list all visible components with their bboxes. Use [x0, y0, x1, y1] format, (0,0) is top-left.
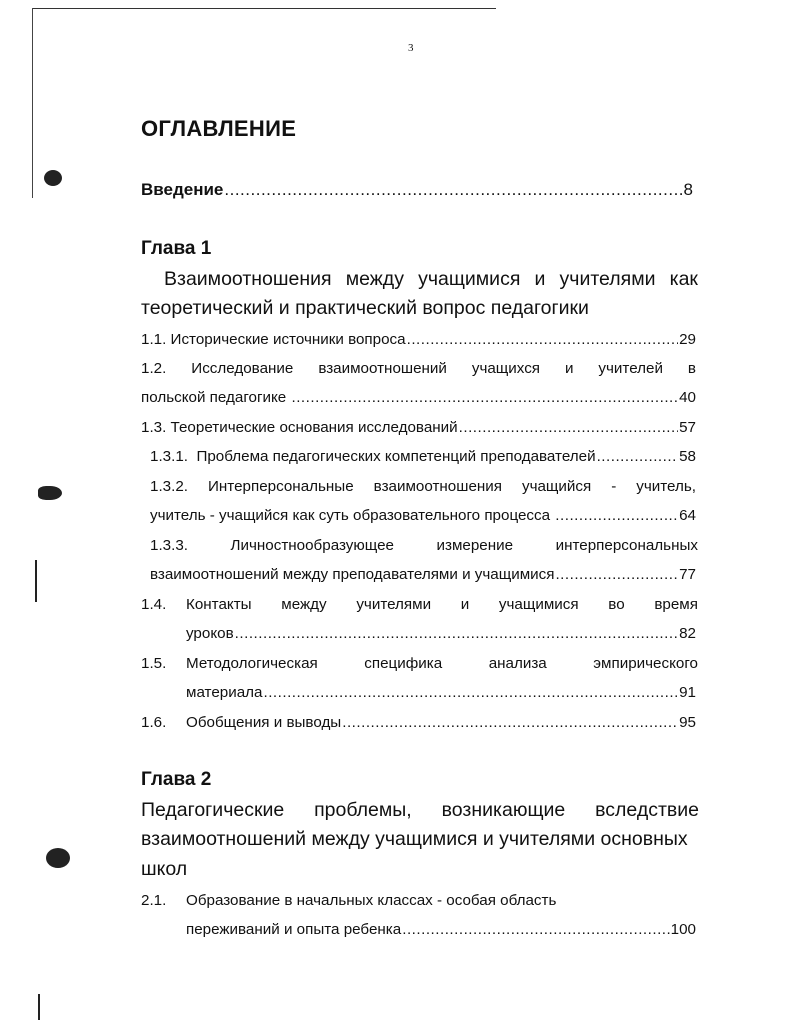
toc-entry-number: 1.6.: [141, 714, 167, 731]
toc-entry-1-4-line-1: [186, 596, 698, 613]
toc-entry-number: 1.5.: [141, 655, 167, 672]
word: взаимоотношений: [318, 360, 447, 377]
toc-entry-number: 2.1.: [141, 892, 167, 909]
punch-hole-mark: [44, 170, 62, 186]
toc-entry-label: 1.1. Исторические источники вопроса: [141, 331, 406, 348]
word: 1.3.3.: [150, 537, 188, 554]
title-word: учащимися: [418, 268, 521, 290]
toc-entry-1-4-line-2: [186, 625, 696, 642]
toc-entry-2-1-line-2: [186, 921, 696, 938]
toc-entry-1-1: [141, 331, 696, 348]
toc-entry-label: Введение: [141, 180, 224, 199]
word: учителей: [598, 360, 663, 377]
word: взаимоотношения: [373, 478, 502, 495]
toc-entry-page: 8: [683, 180, 693, 199]
title-word: вследствие: [595, 799, 699, 821]
word: учащимися: [498, 596, 579, 613]
chapter-2-title-line-3: школ: [141, 858, 188, 880]
toc-entry-1-2-line-2: [141, 389, 696, 406]
toc-entry-page: 82: [679, 625, 696, 642]
word: эмпирического: [593, 655, 698, 672]
punch-hole-mark: [46, 848, 70, 868]
toc-entry-page: 58: [679, 448, 696, 465]
toc-entry-1-3: [141, 419, 696, 436]
title-word: и: [534, 268, 546, 290]
title-word: между: [345, 268, 404, 290]
chapter-2-title-line-1: [141, 799, 699, 822]
word: во: [608, 596, 625, 613]
toc-entry-page: 91: [679, 684, 696, 701]
title-word: учителями: [559, 268, 656, 290]
toc-entry-1-2-line-1: [141, 360, 696, 377]
word: Интерперсональные: [208, 478, 354, 495]
chapter-2-title-line-2: взаимоотношений между учащимися и учителями основных: [141, 828, 688, 850]
chapter-2-heading: Глава 2: [141, 769, 212, 790]
toc-entry-intro: [141, 180, 693, 200]
scan-line-mark: [38, 994, 40, 1020]
chapter-1-title-line-2: теоретический и практический вопрос педагогики: [141, 297, 589, 319]
word: специфика: [364, 655, 443, 672]
word: Методологическая: [186, 655, 318, 672]
toc-entry-label: польской педагогике: [141, 389, 291, 406]
toc-entry-label: материала: [186, 684, 263, 701]
toc-entry-page: 40: [679, 389, 696, 406]
word: Исследование: [191, 360, 294, 377]
toc-entry-label: 1.3. Теоретические основания исследований: [141, 419, 458, 436]
toc-entry-1-5-line-1: [186, 655, 698, 672]
leader-dots: [459, 419, 678, 436]
toc-entry-label: взаимоотношений между преподавателями и учащимися: [150, 566, 555, 583]
toc-entry-1-5-line-2: [186, 684, 696, 701]
word: учащийся: [521, 478, 592, 495]
word: и: [564, 360, 574, 377]
toc-entry-1-3-2-line-1: [150, 478, 696, 495]
toc-entry-page: 100: [670, 921, 696, 938]
word: измерение: [436, 537, 514, 554]
leader-dots: [235, 625, 678, 642]
leader-dots: [263, 684, 678, 701]
title-word: как: [669, 268, 698, 290]
toc-entry-label: 1.3.1. Проблема педагогических компетенций преподавателей: [150, 448, 596, 465]
title-word: проблемы,: [314, 799, 412, 821]
leader-dots: [597, 448, 679, 465]
chapter-1-title-line-1: [164, 268, 698, 291]
scan-line-mark: [35, 560, 37, 602]
leader-dots: [291, 389, 678, 406]
scan-border-left: [32, 8, 33, 198]
leader-dots: [342, 714, 678, 731]
leader-dots: [224, 180, 682, 200]
toc-entry-number: 1.4.: [141, 596, 167, 613]
word: учитель,: [636, 478, 696, 495]
toc-entry-1-3-2-line-2: [150, 507, 696, 524]
word: -: [611, 478, 617, 495]
chapter-1-heading: Глава 1: [141, 238, 212, 259]
toc-entry-page: 57: [679, 419, 696, 436]
toc-entry-1-3-3-line-2: [150, 566, 696, 583]
word: Контакты: [186, 596, 252, 613]
toc-entry-page: 64: [679, 507, 696, 524]
toc-entry-label: учитель - учащийся как суть образовательного процесса: [150, 507, 555, 524]
leader-dots: [555, 507, 678, 524]
word: анализа: [488, 655, 547, 672]
word: в: [687, 360, 696, 377]
toc-entry-2-1-line-1: Образование в начальных классах - особая область: [186, 892, 557, 909]
word: учителями: [356, 596, 432, 613]
toc-entry-page: 29: [679, 331, 696, 348]
leader-dots: [402, 921, 669, 938]
word: 1.3.2.: [150, 478, 188, 495]
toc-entry-label: переживаний и опыта ребенка: [186, 921, 402, 938]
word: между: [281, 596, 327, 613]
word: интерперсональных: [555, 537, 698, 554]
toc-heading: ОГЛАВЛЕНИЕ: [141, 116, 297, 141]
toc-entry-label: Обобщения и выводы: [186, 714, 342, 731]
toc-entry-1-6: [186, 714, 696, 731]
word: Личностнообразующее: [230, 537, 394, 554]
word: 1.2.: [141, 360, 167, 377]
word: время: [654, 596, 698, 613]
leader-dots: [407, 331, 679, 348]
title-word: Педагогические: [141, 799, 285, 821]
toc-entry-page: 77: [679, 566, 696, 583]
toc-entry-page: 95: [679, 714, 696, 731]
title-word: возникающие: [441, 799, 566, 821]
page-number: 3: [408, 42, 414, 54]
scan-border-top: [32, 8, 496, 9]
toc-entry-label: уроков: [186, 625, 234, 642]
word: учащихся: [471, 360, 541, 377]
word: и: [460, 596, 470, 613]
toc-entry-1-3-3-line-1: [150, 537, 698, 554]
toc-entry-1-3-1: [150, 448, 696, 465]
leader-dots: [555, 566, 678, 583]
title-word: Взаимоотношения: [164, 268, 332, 290]
punch-hole-mark: [38, 486, 62, 500]
